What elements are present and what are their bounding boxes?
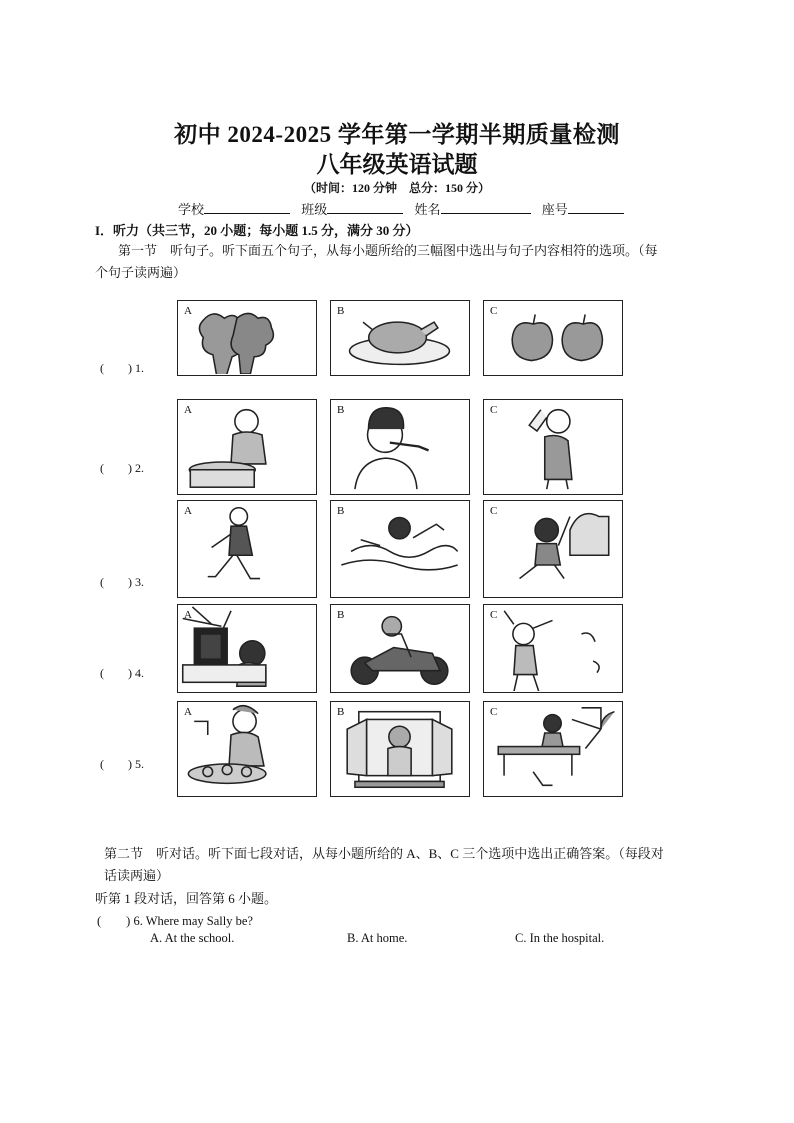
q5-option-a-picture[interactable]	[177, 701, 317, 797]
option-label: B	[337, 305, 345, 317]
bench-sunshine-icon	[484, 702, 621, 795]
question-number-4[interactable]: ( ) 4.	[100, 666, 144, 680]
field-name-label: 姓名	[414, 202, 441, 217]
q2-option-c-picture[interactable]	[483, 399, 623, 495]
option-label: C	[490, 505, 498, 517]
roast-chicken-icon	[331, 301, 468, 374]
q5-option-b-picture[interactable]	[330, 701, 470, 797]
q4-option-b-picture[interactable]	[330, 604, 470, 693]
q2-option-a-picture[interactable]	[177, 399, 317, 495]
q4-option-c-picture[interactable]	[483, 604, 623, 693]
window-icon	[331, 702, 468, 795]
q3-option-a-picture[interactable]	[177, 500, 317, 598]
part2-instruction: 第二节 听对话。听下面七段对话，从每小题所给的 A、B、C 三个选项中选出正确答案。（每段对	[104, 846, 664, 861]
q1-option-a-picture[interactable]	[177, 300, 317, 376]
vegetables-icon	[178, 301, 315, 374]
field-class-blank[interactable]	[327, 201, 403, 214]
part1-instruction-cont: 个句子读两遍）	[95, 265, 187, 280]
option-label: A	[184, 609, 192, 621]
jogging-icon	[484, 501, 621, 596]
q5-option-c-picture[interactable]	[483, 701, 623, 797]
option-label: C	[490, 305, 498, 317]
q6-stem: ( ) 6. Where may Sally be?	[97, 914, 253, 928]
q3-option-c-picture[interactable]	[483, 500, 623, 598]
field-school-label: 学校	[178, 202, 205, 217]
option-label: B	[337, 609, 345, 621]
apples-icon	[484, 301, 621, 374]
q4-option-a-picture[interactable]	[177, 604, 317, 693]
tv-icon	[178, 605, 315, 691]
exam-meta: （时间：120 分钟 总分：150 分）	[303, 181, 490, 195]
q6-option-b[interactable]: B. At home.	[347, 931, 408, 945]
q2-option-b-picture[interactable]	[330, 399, 470, 495]
option-label: A	[184, 706, 192, 718]
option-label: C	[490, 404, 498, 416]
field-seat-label: 座号	[541, 202, 568, 217]
option-label: A	[184, 505, 192, 517]
field-name-blank[interactable]	[441, 201, 531, 214]
question-number-3[interactable]: ( ) 3.	[100, 575, 144, 589]
washing-icon	[178, 702, 315, 795]
swimming-icon	[331, 501, 468, 596]
option-label: C	[490, 609, 498, 621]
exam-subtitle: 八年级英语试题	[316, 152, 478, 177]
part2-instruction-cont: 话读两遍）	[104, 868, 170, 883]
brushing-teeth-icon	[331, 400, 468, 493]
walking-icon	[178, 501, 315, 596]
cooking-icon	[178, 400, 315, 493]
option-label: B	[337, 404, 345, 416]
dialog1-instruction: 听第 1 段对话，回答第 6 小题。	[95, 891, 278, 906]
field-school-blank[interactable]	[204, 201, 290, 214]
motorbike-icon	[331, 605, 468, 691]
question-number-1[interactable]: ( ) 1.	[100, 361, 144, 375]
juggling-icon	[484, 605, 621, 691]
part1-instruction: 第一节 听句子。听下面五个句子，从每小题所给的三幅图中选出与句子内容相符的选项。（每	[118, 243, 658, 258]
option-label: C	[490, 706, 498, 718]
q6-option-a[interactable]: A. At the school.	[150, 931, 235, 945]
q1-option-b-picture[interactable]	[330, 300, 470, 376]
question-number-2[interactable]: ( ) 2.	[100, 461, 144, 475]
question-number-5[interactable]: ( ) 5.	[100, 757, 144, 771]
option-label: B	[337, 706, 345, 718]
field-seat-blank[interactable]	[568, 201, 624, 214]
option-label: B	[337, 505, 345, 517]
q1-option-c-picture[interactable]	[483, 300, 623, 376]
section-heading: I．听力（共三节，20 小题；每小题 1.5 分，满分 30 分）	[95, 223, 419, 238]
student-info-row	[178, 199, 632, 218]
exam-title: 初中 2024-2025 学年第一学期半期质量检测	[174, 122, 620, 147]
q3-option-b-picture[interactable]	[330, 500, 470, 598]
drinking-icon	[484, 400, 621, 493]
option-label: A	[184, 305, 192, 317]
field-class-label: 班级	[301, 202, 328, 217]
q6-option-c[interactable]: C. In the hospital.	[515, 931, 605, 945]
option-label: A	[184, 404, 192, 416]
